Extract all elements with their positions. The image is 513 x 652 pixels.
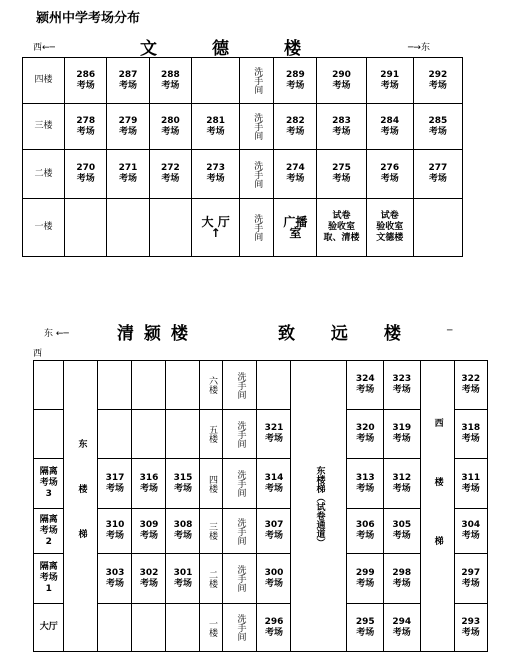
washroom-cell xyxy=(223,554,257,604)
floor-row xyxy=(23,150,463,199)
floor-label: 四楼 xyxy=(23,58,65,104)
exam-room-cell: 284 考场 xyxy=(366,104,413,150)
washroom-cell xyxy=(223,509,257,554)
exam-room-cell: 271 考场 xyxy=(107,150,149,199)
floor-label-cell xyxy=(200,361,223,410)
floor-label-cell xyxy=(200,554,223,604)
exam-room-cell: 272 考场 xyxy=(149,150,191,199)
empty-cell xyxy=(34,361,64,410)
floor-label: 四楼 xyxy=(206,474,217,493)
exam-room-cell: 317 考场 xyxy=(98,459,132,509)
exam-room-cell: 试卷 验收室 取、清楼 xyxy=(317,199,366,257)
washroom-label: 洗手间 xyxy=(235,470,246,497)
exam-room-cell: 316 考场 xyxy=(132,459,166,509)
exam-room-cell: 318 考场 xyxy=(454,410,487,459)
exam-room-cell: 295 考场 xyxy=(347,604,384,652)
exam-room-cell: 322 考场 xyxy=(454,361,487,410)
isolation-room-cell: 隔离 考场 1 xyxy=(34,554,64,604)
exam-room-cell: 273 考场 xyxy=(192,150,240,199)
exam-room-cell: 293 考场 xyxy=(454,604,487,652)
exam-room-cell: 294 考场 xyxy=(384,604,421,652)
west-stair-cell xyxy=(420,361,454,652)
floor-label: 一楼 xyxy=(206,618,217,637)
floor-row xyxy=(23,199,463,257)
washroom-label: 洗手间 xyxy=(235,565,246,592)
west-direction-bottom: 西 xyxy=(33,349,43,359)
exam-room-cell: 309 考场 xyxy=(132,509,166,554)
empty-cell xyxy=(132,410,166,459)
doc-title: 颍州中学考场分布 xyxy=(36,11,141,26)
exam-room-cell: 305 考场 xyxy=(384,509,421,554)
washroom-label: 洗手间 xyxy=(252,67,263,94)
exam-room-cell: 324 考场 xyxy=(347,361,384,410)
isolation-room-cell: 大厅 xyxy=(34,604,64,652)
exam-room-cell: 270 考场 xyxy=(65,150,107,199)
exam-room-cell: 302 考场 xyxy=(132,554,166,604)
exam-room-cell: 288 考场 xyxy=(149,58,191,104)
exam-room-cell: 279 考场 xyxy=(107,104,149,150)
exam-room-cell: 291 考场 xyxy=(366,58,413,104)
empty-cell xyxy=(149,199,191,257)
exam-room-cell: 280 考场 xyxy=(149,104,191,150)
exam-room-cell: 323 考场 xyxy=(384,361,421,410)
empty-cell xyxy=(98,361,132,410)
floor-label: 三楼 xyxy=(206,522,217,540)
exam-room-cell: 274 考场 xyxy=(274,150,317,199)
empty-cell xyxy=(98,604,132,652)
floor-row xyxy=(34,361,488,410)
exam-room-cell: 310 考场 xyxy=(98,509,132,554)
exam-room-cell: 297 考场 xyxy=(454,554,487,604)
washroom-label: 洗手间 xyxy=(235,517,246,545)
floor-label: 二楼 xyxy=(23,150,65,199)
exam-room-cell: 282 考场 xyxy=(274,104,317,150)
west-stair-label: 西楼梯 xyxy=(432,417,443,595)
exam-room-cell: 289 考场 xyxy=(274,58,317,104)
exam-room-cell: 320 考场 xyxy=(347,410,384,459)
exam-room-cell: 300 考场 xyxy=(257,554,291,604)
empty-cell xyxy=(192,58,240,104)
building-char-2: 德 xyxy=(212,39,229,59)
empty-cell xyxy=(166,361,200,410)
empty-cell xyxy=(98,410,132,459)
isolation-room-cell: 隔离 考场 3 xyxy=(34,459,64,509)
exam-room-cell: 315 考场 xyxy=(166,459,200,509)
floor-label: 一楼 xyxy=(23,199,65,257)
washroom-cell xyxy=(240,104,274,150)
exam-room-cell: 301 考场 xyxy=(166,554,200,604)
floor-row xyxy=(34,410,488,459)
exam-room-cell: 304 考场 xyxy=(454,509,487,554)
empty-cell xyxy=(166,410,200,459)
empty-cell xyxy=(65,199,107,257)
isolation-room-cell: 隔离 考场 2 xyxy=(34,509,64,554)
floor-label-cell xyxy=(200,410,223,459)
empty-cell xyxy=(107,199,149,257)
washroom-cell xyxy=(240,199,274,257)
washroom-cell xyxy=(240,58,274,104)
floor-label-cell xyxy=(200,509,223,554)
exam-room-cell: 308 考场 xyxy=(166,509,200,554)
wende-building-table xyxy=(22,57,463,257)
washroom-label: 洗手间 xyxy=(235,420,246,448)
exam-room-cell: 296 考场 xyxy=(257,604,291,652)
exam-room-cell: 314 考场 xyxy=(257,459,291,509)
exam-room-cell: 285 考场 xyxy=(413,104,462,150)
building-char-1: 文 xyxy=(140,39,157,59)
exam-room-cell: 292 考场 xyxy=(413,58,462,104)
exam-room-cell: 307 考场 xyxy=(257,509,291,554)
washroom-cell xyxy=(223,604,257,652)
washroom-label: 洗手间 xyxy=(235,371,246,399)
empty-cell xyxy=(132,361,166,410)
exam-room-cell: 306 考场 xyxy=(347,509,384,554)
east-direction-bottom: 东 ←─ xyxy=(44,329,69,339)
exam-room-cell: 275 考场 xyxy=(317,150,366,199)
middle-stair-cell xyxy=(291,361,347,652)
floor-row xyxy=(23,104,463,150)
exam-room-cell: 大 厅 ↑ xyxy=(192,199,240,257)
exam-room-cell: 312 考场 xyxy=(384,459,421,509)
west-direction: 西←─ xyxy=(33,43,55,53)
east-stair-label: 东楼梯 xyxy=(76,438,87,574)
washroom-label: 洗手间 xyxy=(252,214,263,241)
floor-label-cell xyxy=(200,459,223,509)
exam-room-cell: 286 考场 xyxy=(65,58,107,104)
floor-label: 五楼 xyxy=(206,425,217,443)
empty-cell xyxy=(166,604,200,652)
exam-room-cell: 313 考场 xyxy=(347,459,384,509)
floor-label: 六楼 xyxy=(206,376,217,394)
empty-cell xyxy=(257,361,291,410)
floor-row xyxy=(34,604,488,652)
exam-room-cell: 281 考场 xyxy=(192,104,240,150)
exam-room-cell: 319 考场 xyxy=(384,410,421,459)
washroom-label: 洗手间 xyxy=(252,160,263,188)
empty-cell xyxy=(413,199,462,257)
exam-room-cell: 278 考场 xyxy=(65,104,107,150)
exam-room-cell: 299 考场 xyxy=(347,554,384,604)
exam-room-cell: 277 考场 xyxy=(413,150,462,199)
washroom-label: 洗手间 xyxy=(252,113,263,140)
exam-room-cell: 287 考场 xyxy=(107,58,149,104)
qingying-building-title: 清 颍 楼 xyxy=(117,324,188,344)
exam-room-cell: 试卷 验收室 文德楼 xyxy=(366,199,413,257)
exam-room-cell: 311 考场 xyxy=(454,459,487,509)
floor-label-cell xyxy=(200,604,223,652)
exam-room-cell: 283 考场 xyxy=(317,104,366,150)
washroom-cell xyxy=(223,459,257,509)
right-arrow: ─ xyxy=(447,326,453,336)
exam-room-cell: 广播 室 xyxy=(274,199,317,257)
middle-stair-label: 东楼梯（试卷通道） xyxy=(314,465,325,547)
floor-label: 二楼 xyxy=(206,569,217,588)
exam-room-cell: 321 考场 xyxy=(257,410,291,459)
floor-row xyxy=(23,58,463,104)
east-direction: ─→东 xyxy=(408,43,430,53)
floor-row xyxy=(34,509,488,554)
floor-row xyxy=(34,554,488,604)
floor-row xyxy=(34,459,488,509)
washroom-cell xyxy=(223,361,257,410)
empty-cell xyxy=(132,604,166,652)
washroom-label: 洗手间 xyxy=(235,614,246,641)
exam-room-cell: 303 考场 xyxy=(98,554,132,604)
zhiyuan-building-title: 致 远 楼 xyxy=(278,324,401,344)
exam-room-cell: 276 考场 xyxy=(366,150,413,199)
exam-room-cell: 298 考场 xyxy=(384,554,421,604)
east-stair-cell xyxy=(64,361,98,652)
qingying-zhiyuan-table xyxy=(33,360,488,652)
empty-cell xyxy=(34,410,64,459)
exam-room-cell: 290 考场 xyxy=(317,58,366,104)
floor-label: 三楼 xyxy=(23,104,65,150)
washroom-cell xyxy=(223,410,257,459)
building-char-3: 楼 xyxy=(284,39,301,59)
washroom-cell xyxy=(240,150,274,199)
